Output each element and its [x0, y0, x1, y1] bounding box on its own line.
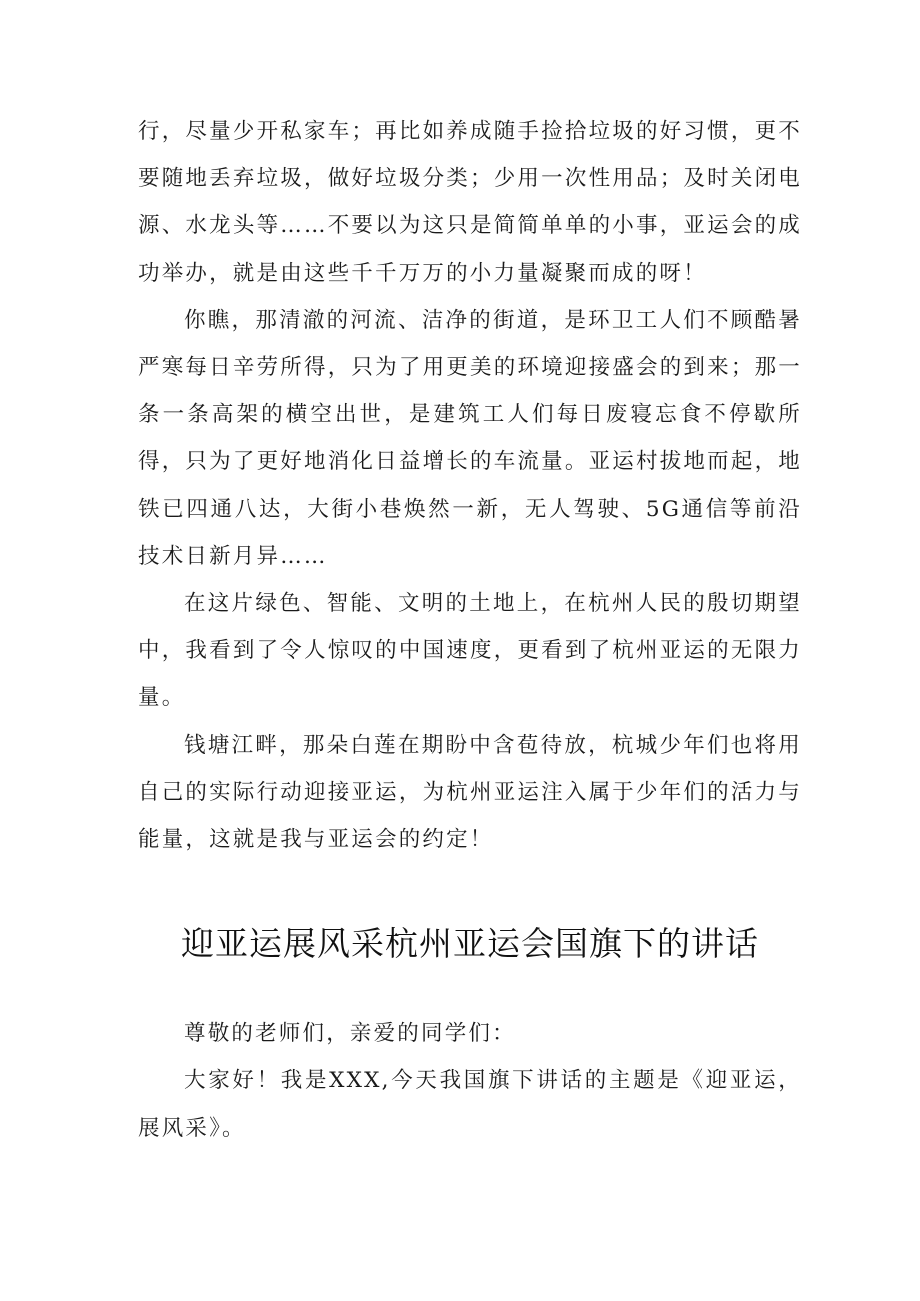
paragraph-promise: 钱塘江畔，那朵白莲在期盼中含苞待放，杭城少年们也将用自己的实际行动迎接亚运，为杭州亚运注入属于少年们的活力与能量，这就是我与亚运会的约定！ [138, 732, 802, 853]
paragraph-china-speed: 在这片绿色、智能、文明的土地上，在杭州人民的殷切期望中，我看到了令人惊叹的中国速度，更看到了杭州亚运的无限力量。 [138, 591, 802, 711]
paragraph-continued: 行，尽量少开私家车；再比如养成随手捡拾垃圾的好习惯，更不要随地丢弃垃圾，做好垃圾分类；少用一次性用品；及时关闭电源、水龙头等……不要以为这只是简简单单的小事，亚运会的成功举办，就是由这些千千万万的小力量凝聚而成的呀！ [138, 119, 802, 286]
paragraph-city-changes: 你瞧，那清澈的河流、洁净的街道，是环卫工人们不顾酷暑严寒每日辛劳所得，只为了用更美的环境迎接盛会的到来；那一条一条高架的横空出世，是建筑工人们每日废寝忘食不停歇所得，只为了更好地消化日益增长的车流量。亚运村拔地而起，地铁已四通八达，大街小巷焕然一新，无人驾驶、5G通信等前沿技术日新月异…… [138, 307, 802, 569]
paragraph-greeting: 大家好！我是XXX,今天我国旗下讲话的主题是《迎亚运，展风采》。 [138, 1068, 802, 1141]
paragraph-salutation: 尊敬的老师们，亲爱的同学们： [184, 1021, 516, 1047]
document-page [138, 108, 802, 1152]
speech-title: 迎亚运展风采杭州亚运会国旗下的讲话 [181, 924, 759, 964]
